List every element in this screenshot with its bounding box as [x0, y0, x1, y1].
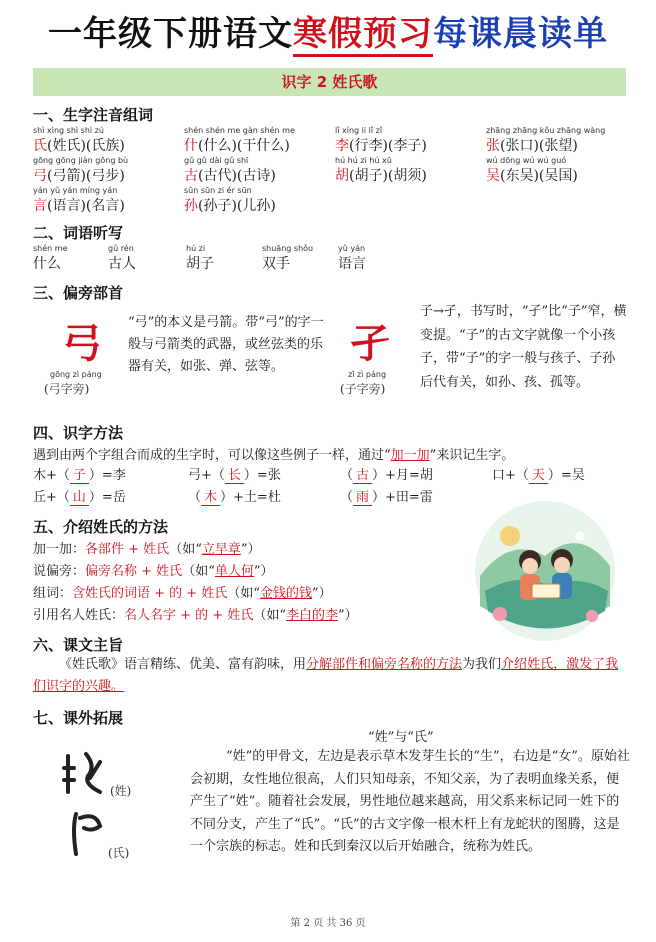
char-pinyin: lǐ xíng li lǐ zǐ [335, 126, 383, 135]
vocab-words: (东吴)(吴国) [500, 168, 578, 184]
char-entry [33, 135, 125, 155]
method-label: 加一加： [33, 542, 86, 557]
main-idea-text [33, 654, 631, 698]
illustration-children-reading [470, 496, 620, 646]
page-number: 第 2 页 共 36 页 [290, 918, 366, 929]
section-heading-5: 五、介绍姓氏的方法 [33, 518, 169, 536]
example-prefix: （ [340, 490, 354, 505]
section-heading-3: 三、偏旁部首 [33, 284, 124, 302]
char-pinyin: shì xìng shì shì zú [33, 126, 104, 135]
vocab-words: (弓箭)(弓步) [47, 168, 125, 184]
method-example: 单人何 [214, 564, 254, 579]
example-suffix: ）+土=杜 [220, 490, 281, 505]
section-heading-4: 四、识字方法 [33, 424, 124, 442]
vocab-words: (古代)(古诗) [198, 168, 276, 184]
lesson-banner [33, 68, 626, 96]
vocab-words: (胡子)(胡须) [349, 168, 427, 184]
add-up-example [340, 464, 433, 484]
vocab-words: (张口)(张望) [500, 138, 578, 154]
method-example: 立早章 [201, 542, 241, 557]
method-line [33, 538, 261, 557]
oracle-glyph-xing [60, 748, 112, 798]
add-up-example [492, 464, 585, 484]
method-example-close: ”） [253, 564, 274, 579]
radical-glyph-zi: 孑 [350, 320, 390, 367]
method-line [33, 560, 274, 579]
add-up-example [33, 464, 126, 484]
dictation-pinyin: hú zi [186, 244, 206, 253]
extension-paragraph: “姓”的甲骨文，左边是表示草木发芽生长的“生”，右边是“女”。原始社会初期，女性地位很高，人们只知母亲，不知父亲，为了表明血缘关系，便产生了“姓”。随着社会发展，男性地位越来越高，用父系来标记同一姓下的不同分支，产生了“氏”。“氏”的古文字像一根木杆上有龙蛇状的图腾，这是一个宗族的标志。姓和氏到秦汉以后开始融合，统称为姓氏。 [190, 749, 630, 854]
char-entry [184, 165, 276, 185]
example-answer: 山 [70, 486, 89, 506]
method-example-open: （如“ [182, 564, 215, 579]
method-example: 金钱的钱 [260, 586, 313, 601]
example-answer: 雨 [353, 486, 372, 506]
char-pinyin: shén shén me gàn shén me [184, 126, 295, 135]
lesson-title: 识字 2 姓氏歌 [281, 73, 378, 91]
example-answer: 木 [201, 486, 220, 506]
vocab-words: (什么)(干什么) [198, 138, 290, 154]
method-intro-highlight: 加一加 [390, 448, 430, 463]
dictation-word: 语言 [338, 256, 366, 272]
radical-glyph-gong: 弓 [62, 320, 102, 367]
method-label: 组词： [33, 586, 73, 601]
section-heading-2: 二、词语听写 [33, 224, 124, 242]
char-pinyin: yán yǔ yán míng yán [33, 186, 118, 195]
dictation-word: 胡子 [186, 256, 214, 272]
radical-text-zi: 子→孑，书写时，“孑”比“子”窄，横变提。“子”的古文字就像一个小孩子，带“子”的字一般与孩子、子孙后代有关，如孙、孩、孤等。 [420, 304, 627, 390]
method-intro-a: 遇到由两个字组合而成的生字时，可以像这些例子一样，通过“ [33, 448, 391, 463]
example-prefix: （ [340, 468, 354, 483]
char-entry [33, 195, 125, 215]
char-pinyin: hú hú zi hú xū [335, 156, 392, 165]
vocab-char: 孙 [184, 198, 198, 214]
vocab-char: 弓 [33, 168, 47, 184]
vocab-words: (语言)(名言) [47, 198, 125, 214]
method-example-close: ”） [240, 542, 261, 557]
char-entry [33, 165, 125, 185]
example-prefix: 木+（ [33, 468, 70, 483]
vocab-char: 氏 [33, 138, 47, 154]
section-heading-7: 七、课外拓展 [33, 709, 124, 727]
char-entry [335, 165, 427, 185]
dictation-word: 双手 [262, 256, 290, 272]
title-part-reading: 每课晨读单 [433, 14, 608, 54]
dictation-pinyin: gǔ rén [108, 244, 134, 253]
method-example-open: （如“ [227, 586, 260, 601]
method-example-open: （如“ [169, 542, 202, 557]
section-heading-6: 六、课文主旨 [33, 636, 124, 654]
radical-caption-zi: (子字旁) [340, 382, 386, 396]
dictation-pinyin: shuāng shǒu [262, 244, 314, 253]
vocab-words: (姓氏)(氏族) [47, 138, 125, 154]
example-prefix: 弓+（ [188, 468, 225, 483]
radical-caption-gong: (弓字旁) [44, 382, 90, 396]
main-idea-1: 《姓氏歌》语言精练、优美、富有韵味，用 [59, 657, 307, 672]
add-up-example [33, 486, 126, 506]
char-entry [486, 165, 578, 185]
vocab-char: 言 [33, 198, 47, 214]
method-formula: 各部件 + 姓氏 [85, 542, 170, 557]
add-up-example [188, 464, 281, 484]
char-entry [184, 195, 276, 215]
example-prefix: 口+（ [492, 468, 529, 483]
method-label: 说偏旁： [33, 564, 86, 579]
vocab-char: 张 [486, 138, 500, 154]
char-pinyin: gōng gōng jiàn gōng bù [33, 156, 129, 165]
vocab-char: 李 [335, 138, 349, 154]
char-pinyin: gǔ gǔ dài gǔ shī [184, 156, 249, 165]
method-intro [33, 444, 514, 463]
method-label: 引用名人姓氏： [33, 608, 125, 623]
example-answer: 古 [353, 464, 372, 484]
char-entry [335, 135, 427, 155]
vocab-char: 古 [184, 168, 198, 184]
example-suffix: ）=张 [243, 468, 281, 483]
vocab-char: 什 [184, 138, 198, 154]
method-line [33, 604, 358, 623]
radical-pinyin-gong: gōng zì páng [50, 370, 102, 379]
dictation-pinyin: yǔ yán [338, 244, 366, 253]
extension-title: “姓”与“氏” [368, 730, 434, 745]
example-answer: 子 [70, 464, 89, 484]
method-formula: 偏旁名称 + 姓氏 [85, 564, 183, 579]
oracle-glyph-shi [66, 808, 106, 858]
section-heading-1: 一、生字注音组词 [33, 106, 154, 124]
example-suffix: ）=岳 [88, 490, 126, 505]
example-answer: 长 [225, 464, 244, 484]
char-pinyin: zhāng zhāng kǒu zhāng wàng [486, 126, 606, 135]
method-example-close: ”） [312, 586, 332, 601]
main-idea-5: 姓氏，激发了我们识字的兴趣。 [33, 657, 619, 694]
dictation-pinyin: shén me [33, 244, 68, 253]
page-title [0, 12, 656, 56]
char-entry [486, 135, 578, 155]
vocab-char: 胡 [335, 168, 349, 184]
example-suffix: ）=吴 [547, 468, 585, 483]
vocab-char: 吴 [486, 168, 500, 184]
method-formula: 名人名字 + 的 + 姓氏 [124, 608, 254, 623]
method-example-close: ”） [338, 608, 358, 623]
radical-pinyin-zi: zǐ zì páng [348, 370, 387, 379]
oracle-label-xing: (姓) [110, 784, 132, 798]
dictation-word: 什么 [33, 256, 61, 272]
method-formula: 含姓氏的词语 + 的 + 姓氏 [72, 586, 228, 601]
char-pinyin: sūn sūn zi ér sūn [184, 186, 252, 195]
example-suffix: ）+月=胡 [372, 468, 433, 483]
example-suffix: ）=李 [88, 468, 126, 483]
char-pinyin: wú dōng wú wú guó [486, 156, 567, 165]
main-idea-4: 介绍 [501, 657, 528, 672]
oracle-label-shi: (氏) [108, 846, 130, 860]
vocab-words: (行李)(李子) [349, 138, 427, 154]
example-answer: 天 [529, 464, 548, 484]
example-prefix: 丘+（ [33, 490, 70, 505]
radical-text-gong: “弓”的本义是弓箭。带“弓”的字一般与弓箭类的武器，或丝弦类的乐器有关，如张、弹、弦等。 [128, 315, 324, 374]
title-part-holiday: 寒假预习 [293, 14, 433, 57]
char-entry [184, 135, 290, 155]
method-example-open: （如“ [253, 608, 286, 623]
add-up-example [188, 486, 281, 506]
method-line [33, 582, 332, 601]
vocab-words: (孙子)(儿孙) [198, 198, 276, 214]
title-part-grade: 一年级下册语文 [48, 14, 293, 54]
example-suffix: ）+田=雷 [372, 490, 433, 505]
main-idea-method: 分解部件和偏旁名称的方法 [306, 657, 463, 672]
method-intro-b: ”来识记生字。 [429, 448, 515, 463]
method-example: 李白的李 [286, 608, 339, 623]
dictation-word: 古人 [108, 256, 136, 272]
add-up-example [340, 486, 433, 506]
main-idea-3: 为我们 [462, 657, 502, 672]
example-prefix: （ [188, 490, 202, 505]
